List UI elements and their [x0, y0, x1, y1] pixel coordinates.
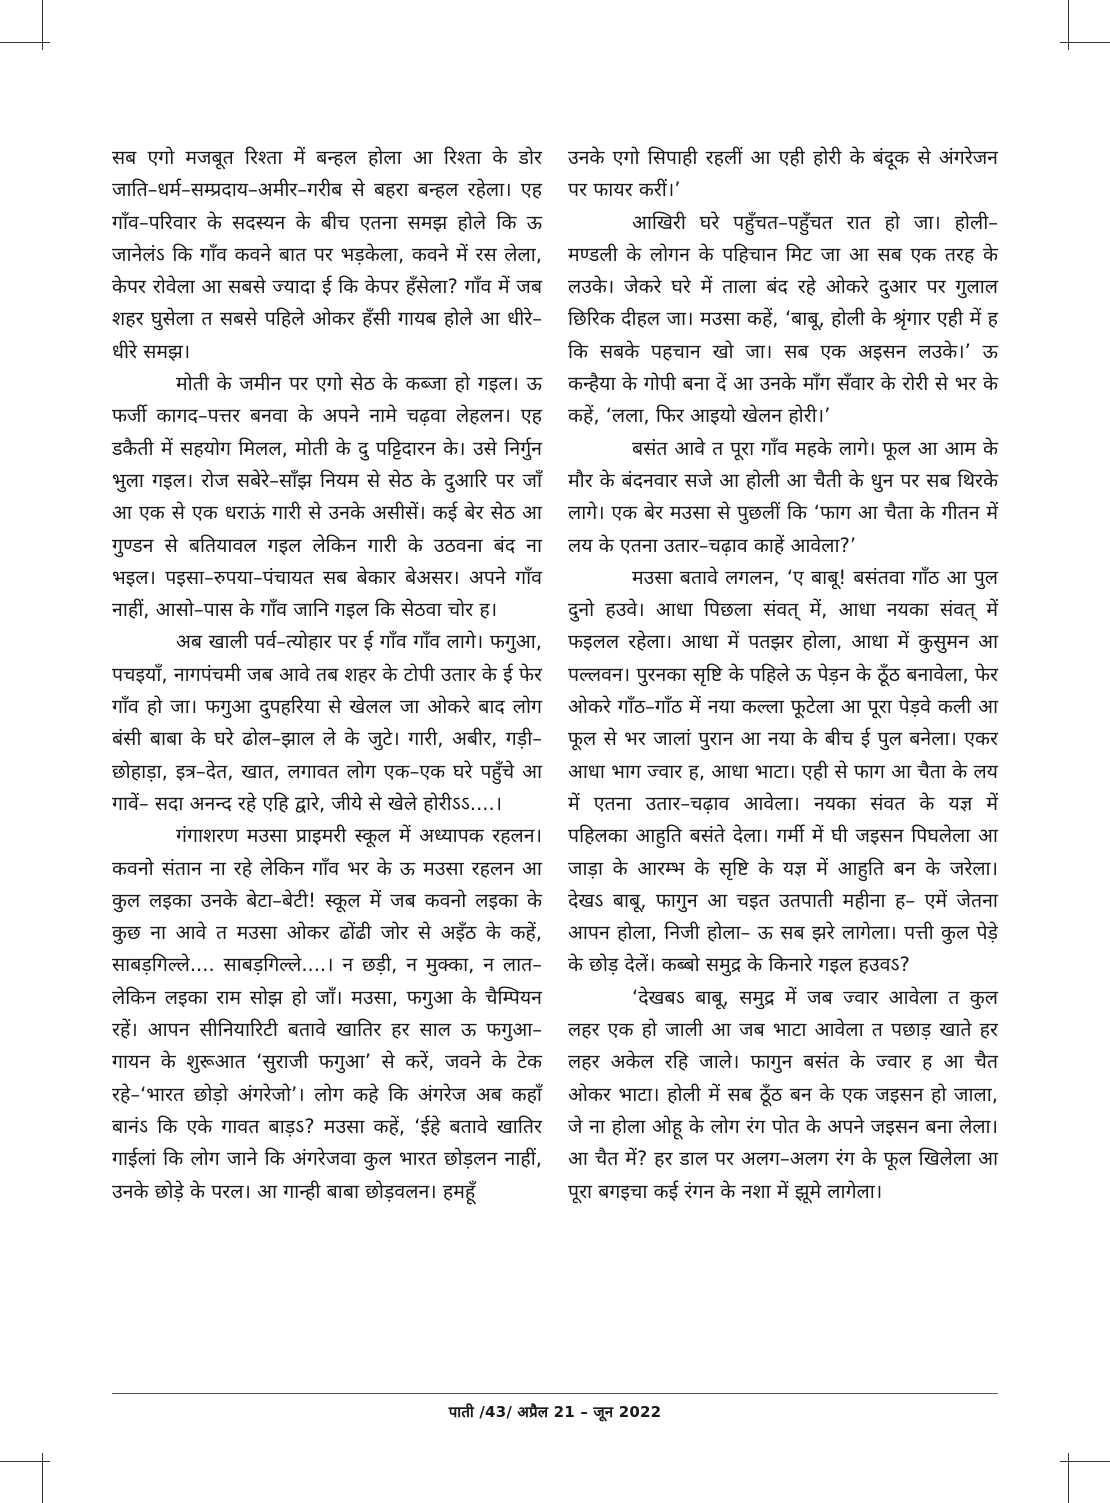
paragraph: गंगाशरण मउसा प्राइमरी स्कूल में अध्यापक रहलन। कवनो संतान ना रहे लेकिन गाँव भर के ऊ मउसा रहलन आ कुल लइका उनके बेटा–बेटी! स्कूल में जब कवनो लइका के कुछ ना आवे त मउसा ओकर ढोंढी जोर से अइँठ के कहें, साबड़गिल्ले.... साबड़गिल्ले....। न छड़ी, न मुक्का, न लात–लेकिन लइका राम सोझ हो जाँ। मउसा, फगुआ के चैम्पियन रहें। आपन सीनियारिटी बतावे खातिर हर साल ऊ फगुआ–गायन के शुरूआत ‘सुराजी फगुआ’ से करें, जवने के टेक रहे–‘भारत छोड़ो अंगरेजो’। लोग कहे कि अंगरेज अब कहाँ बानंऽ कि एके गावत बाड़ऽ? मउसा कहें, ‘ईहे बतावे खातिर गाईलां कि लोग जाने कि अंगरेजवा कुल भारत छोड़लन नाहीं, उनके छोड़े के परल। आ गान्ही बाबा छोड़वलन। हमहूँ [112, 824, 542, 1203]
paragraph: आखिरी घरे पहुँचत–पहुँचत रात हो जा। होली–मण्डली के लोगन के पहिचान मिट जा आ सब एक तरह के लउके। जेकरे घरे में ताला बंद रहे ओकरे दुआर पर गुलाल छिरिक दीहल जा। मउसा कहें, ‘बाबू, होली के श्रृंगार एही में ह कि सबके पहचान खो जा। सब एक अइसन लउके।’ ऊ कन्हैया के गोपी बना दें आ उनके माँग सँवार के रोरी से भर के कहें, ‘लला, फिर आइयो खेलन होरी।’ [568, 210, 998, 428]
paragraph: सब एगो मजबूत रिश्ता में बन्हल होला आ रिश्ता के डोर जाति–धर्म–सम्प्रदाय–अमीर–गरीब से बहरा बन्हल रहेला। एह गाँव–परिवार के सदस्यन के बीच एतना समझ होले कि ऊ जानेलंऽ कि गाँव कवने बात पर भड़केला, कवने में रस लेला, केपर रोवेला आ सबसे ज्यादा ई कि केपर हँसेला? गाँव में जब शहर घुसेला त सबसे पहिले ओकर हँसी गायब होले आ धीरे–धीरे समझ। [112, 146, 542, 363]
crop-mark [1060, 42, 1110, 43]
footer-rule [112, 1393, 998, 1394]
paragraph: ‘देखबऽ बाबू, समुद्र में जब ज्वार आवेला त कुल लहर एक हो जाली आ जब भाटा आवेला त पछाड़ खाते हर लहर अकेल रहि जाले। फागुन बसंत के ज्वार ह आ चैत ओकर भाटा। होली में सब ठूँठ बन के एक जइसन हो जाला, जे ना होला ओहू के लोग रंग पोत के अपने जइसन बना लेला। आ चैत में? हर डाल पर अलग–अलग रंग के फूल खिलेला आ पूरा बगइचा कई रंगन के नशा में झूमे लागेला। [568, 985, 998, 1203]
crop-mark [0, 1461, 50, 1462]
paragraph: बसंत आवे त पूरा गाँव महके लागे। फूल आ आम के मौर के बंदनवार सजे आ होली आ चैती के धुन पर सब थिरके लागे। एक बेर मउसा से पुछलीं कि ‘फाग आ चैता के गीतन में लय के एतना उतार–चढ़ाव काहें आवेला?’ [568, 436, 998, 557]
paragraph: उनके एगो सिपाही रहलीं आ एही होरी के बंदूक से अंगरेजन पर फायर करीं।’ [568, 146, 998, 202]
paragraph: मउसा बतावे लगलन, ‘ए बाबू! बसंतवा गाँठ आ पुल दुनो हउवे। आधा पिछला संवत् में, आधा नयका संवत् में फइलल रहेला। आधा में पतझर होला, आधा में कुसुमन आ पल्लवन। पुरनका सृष्टि के पहिले ऊ पेड़न के ठूँठ बनावेला, फेर ओकरे गाँठ–गाँठ में नया कल्ला फूटेला आ पूरा पेड़वे कली आ फूल से भर जालां पुरान आ नया के बीच ई पुल बनेला। एकर आधा भाग ज्वार ह, आधा भाटा। एही से फाग आ चैता के लय में एतना उतार–चढ़ाव आवेला। नयका संवत के यज्ञ में पहिलका आहुति बसंते देला। गर्मी में घी जइसन पिघलेला आ जाड़ा के आरम्भ के सृष्टि के यज्ञ में आहुति बन के जरेला। देखऽ बाबू, फागुन आ चइत उतपाती महीना ह– एमें जेतना आपन होला, निजी होला– ऊ सब झरे लागेला। पत्ती कुल पेड़े के छोड़ देलें। कब्बो समुद्र के किनारे गइल हउवऽ? [568, 565, 998, 977]
paragraph: अब खाली पर्व–त्योहार पर ई गाँव गाँव लागे। फगुआ, पचइयाँ, नागपंचमी जब आवे तब शहर के टोपी उतार के ई फेर गाँव हो जा। फगुआ दुपहरिया से खेलल जा ओकरे बाद लोग बंसी बाबा के घरे ढोल–झाल ले के जुटे। गारी, अबीर, गड़ी–छोहाड़ा, इत्र–देत, खात, लगावत लोग एक–एक घरे पहुँचे आ गावें– सदा अनन्द रहे एहि द्वारे, जीये से खेले होरीऽऽ....। [112, 630, 542, 815]
crop-mark [0, 42, 50, 43]
page-footer: पाती /43/ अप्रैल 21 – जून 2022 [448, 1403, 662, 1421]
crop-mark [1060, 1461, 1110, 1462]
paragraph: मोती के जमीन पर एगो सेठ के कब्जा हो गइल। ऊ फर्जी कागद–पत्तर बनवा के अपने नामे चढ़वा लेहलन। एह डकैती में सहयोग मिलल, मोती के दु पट्टिदारन के। उसे निर्गुन भुला गइल। रोज सबेरे–साँझ नियम से सेठ के दुआरि पर जाँ आ एक से एक धराऊं गारी से उनके असीसें। कई बेर सेठ आ गुण्डन से बतियावल गइल लेकिन गारी के उठवना बंद ना भइल। पइसा–रुपया–पंचायत सब बेकार बेअसर। अपने गाँव नाहीं, आसो–पास के गाँव जानि गइल कि सेठवा चोर ह। [112, 372, 542, 622]
left-column [112, 142, 542, 1208]
right-column [568, 142, 998, 1208]
